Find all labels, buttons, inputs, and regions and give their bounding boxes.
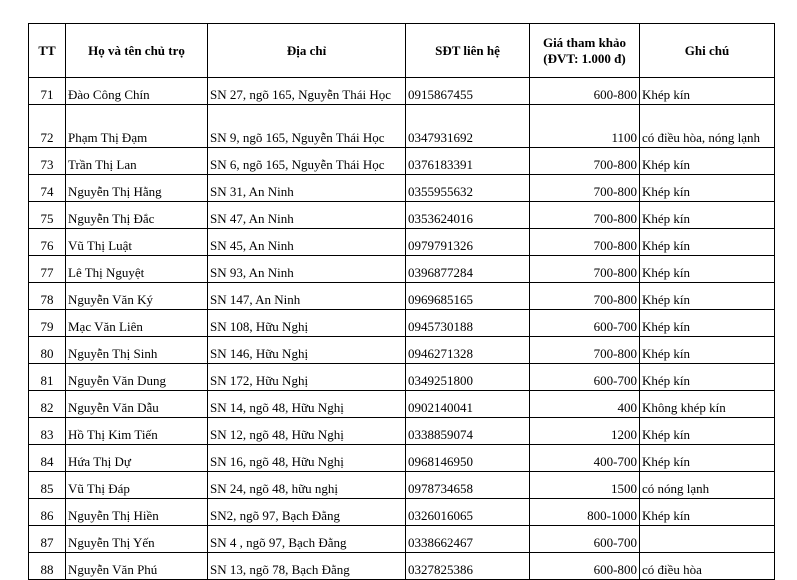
cell-name: Nguyễn Văn Dung (66, 364, 208, 391)
table-row (29, 445, 775, 472)
cell-price: 600-700 (530, 526, 640, 553)
cell-phone: 0902140041 (406, 391, 530, 418)
cell-address: SN 45, An Ninh (208, 229, 406, 256)
cell-note: Khép kín (640, 310, 775, 337)
cell-price: 700-800 (530, 337, 640, 364)
table-row (29, 364, 775, 391)
cell-address: SN 14, ngõ 48, Hữu Nghị (208, 391, 406, 418)
cell-note: Khép kín (640, 78, 775, 105)
cell-price: 700-800 (530, 175, 640, 202)
cell-phone: 0338662467 (406, 526, 530, 553)
cell-note: Khép kín (640, 445, 775, 472)
cell-note: Khép kín (640, 229, 775, 256)
cell-address: SN 24, ngõ 48, hữu nghị (208, 472, 406, 499)
table-row (29, 105, 775, 148)
cell-note: Khép kín (640, 337, 775, 364)
table-row (29, 472, 775, 499)
table-row (29, 310, 775, 337)
header-address: Địa chỉ (208, 24, 406, 78)
cell-price: 400 (530, 391, 640, 418)
cell-tt: 86 (29, 499, 66, 526)
table-row (29, 418, 775, 445)
table-row (29, 553, 775, 580)
cell-price: 700-800 (530, 202, 640, 229)
cell-tt: 76 (29, 229, 66, 256)
cell-phone: 0945730188 (406, 310, 530, 337)
cell-price: 600-700 (530, 310, 640, 337)
cell-address: SN 93, An Ninh (208, 256, 406, 283)
cell-note: Khép kín (640, 148, 775, 175)
cell-name: Vũ Thị Đáp (66, 472, 208, 499)
cell-phone: 0969685165 (406, 283, 530, 310)
cell-phone: 0326016065 (406, 499, 530, 526)
header-price (530, 24, 640, 78)
cell-address: SN 9, ngõ 165, Nguyễn Thái Học (208, 105, 406, 148)
cell-name: Lê Thị Nguyệt (66, 256, 208, 283)
cell-tt: 80 (29, 337, 66, 364)
cell-tt: 73 (29, 148, 66, 175)
cell-address: SN 27, ngõ 165, Nguyễn Thái Học (208, 78, 406, 105)
table-row (29, 337, 775, 364)
cell-name: Hứa Thị Dự (66, 445, 208, 472)
cell-note: Khép kín (640, 499, 775, 526)
table-row (29, 283, 775, 310)
table-body (29, 78, 775, 580)
cell-price: 700-800 (530, 229, 640, 256)
cell-tt: 78 (29, 283, 66, 310)
cell-phone: 0355955632 (406, 175, 530, 202)
cell-address: SN 13, ngõ 78, Bạch Đằng (208, 553, 406, 580)
cell-price: 600-800 (530, 553, 640, 580)
cell-phone: 0353624016 (406, 202, 530, 229)
cell-price: 700-800 (530, 283, 640, 310)
cell-note: có điều hòa, nóng lạnh (640, 105, 775, 148)
table-row (29, 202, 775, 229)
table-row (29, 148, 775, 175)
table-row (29, 78, 775, 105)
cell-name: Vũ Thị Luật (66, 229, 208, 256)
cell-price: 400-700 (530, 445, 640, 472)
cell-note: có điều hòa (640, 553, 775, 580)
cell-address: SN 147, An Ninh (208, 283, 406, 310)
cell-name: Nguyễn Thị Hằng (66, 175, 208, 202)
cell-note: Khép kín (640, 256, 775, 283)
cell-address: SN 12, ngõ 48, Hữu Nghị (208, 418, 406, 445)
cell-tt: 83 (29, 418, 66, 445)
cell-price: 600-800 (530, 78, 640, 105)
cell-phone: 0979791326 (406, 229, 530, 256)
cell-note: Khép kín (640, 202, 775, 229)
cell-name: Nguyễn Thị Hiền (66, 499, 208, 526)
cell-name: Nguyễn Văn Ký (66, 283, 208, 310)
cell-phone: 0396877284 (406, 256, 530, 283)
cell-tt: 87 (29, 526, 66, 553)
cell-phone: 0347931692 (406, 105, 530, 148)
cell-name: Phạm Thị Đạm (66, 105, 208, 148)
header-tt: TT (29, 24, 66, 78)
cell-address: SN 4 , ngõ 97, Bạch Đằng (208, 526, 406, 553)
cell-phone: 0376183391 (406, 148, 530, 175)
header-name: Họ và tên chủ trọ (66, 24, 208, 78)
cell-note: Khép kín (640, 283, 775, 310)
cell-phone: 0946271328 (406, 337, 530, 364)
cell-tt: 79 (29, 310, 66, 337)
cell-tt: 75 (29, 202, 66, 229)
cell-phone: 0327825386 (406, 553, 530, 580)
table-row (29, 229, 775, 256)
table-row (29, 175, 775, 202)
cell-name: Nguyễn Thị Yến (66, 526, 208, 553)
cell-phone: 0915867455 (406, 78, 530, 105)
cell-note: Khép kín (640, 364, 775, 391)
cell-note: Khép kín (640, 418, 775, 445)
cell-phone: 0968146950 (406, 445, 530, 472)
table-row (29, 256, 775, 283)
cell-address: SN 16, ngõ 48, Hữu Nghị (208, 445, 406, 472)
cell-tt: 71 (29, 78, 66, 105)
cell-name: Nguyễn Thị Đắc (66, 202, 208, 229)
cell-address: SN 108, Hữu Nghị (208, 310, 406, 337)
cell-name: Mạc Văn Liên (66, 310, 208, 337)
cell-note: Không khép kín (640, 391, 775, 418)
table-row (29, 526, 775, 553)
cell-note: Khép kín (640, 175, 775, 202)
cell-price: 1500 (530, 472, 640, 499)
cell-address: SN 47, An Ninh (208, 202, 406, 229)
landlord-table (28, 23, 775, 580)
cell-name: Nguyễn Văn Phú (66, 553, 208, 580)
cell-tt: 88 (29, 553, 66, 580)
header-note: Ghi chú (640, 24, 775, 78)
cell-tt: 72 (29, 105, 66, 148)
cell-name: Nguyễn Văn Dẫu (66, 391, 208, 418)
table-row (29, 391, 775, 418)
header-price-line2: (ĐVT: 1.000 đ) (543, 50, 626, 66)
cell-price: 800-1000 (530, 499, 640, 526)
cell-note (640, 526, 775, 553)
cell-price: 700-800 (530, 256, 640, 283)
cell-tt: 81 (29, 364, 66, 391)
cell-tt: 74 (29, 175, 66, 202)
cell-note: có nóng lạnh (640, 472, 775, 499)
table-row (29, 499, 775, 526)
cell-address: SN 172, Hữu Nghị (208, 364, 406, 391)
cell-tt: 85 (29, 472, 66, 499)
cell-address: SN 6, ngõ 165, Nguyễn Thái Học (208, 148, 406, 175)
table-header-row (29, 24, 775, 78)
cell-phone: 0338859074 (406, 418, 530, 445)
cell-tt: 77 (29, 256, 66, 283)
cell-price: 700-800 (530, 148, 640, 175)
cell-phone: 0349251800 (406, 364, 530, 391)
cell-tt: 82 (29, 391, 66, 418)
cell-name: Hồ Thị Kim Tiến (66, 418, 208, 445)
cell-price: 1100 (530, 105, 640, 148)
cell-address: SN 31, An Ninh (208, 175, 406, 202)
cell-price: 1200 (530, 418, 640, 445)
cell-address: SN2, ngõ 97, Bạch Đằng (208, 499, 406, 526)
cell-name: Trần Thị Lan (66, 148, 208, 175)
cell-tt: 84 (29, 445, 66, 472)
cell-name: Nguyễn Thị Sinh (66, 337, 208, 364)
cell-price: 600-700 (530, 364, 640, 391)
cell-phone: 0978734658 (406, 472, 530, 499)
header-phone: SĐT liên hệ (406, 24, 530, 78)
cell-address: SN 146, Hữu Nghị (208, 337, 406, 364)
cell-name: Đào Công Chín (66, 78, 208, 105)
header-price-line1: Giá tham khảo (542, 34, 627, 50)
